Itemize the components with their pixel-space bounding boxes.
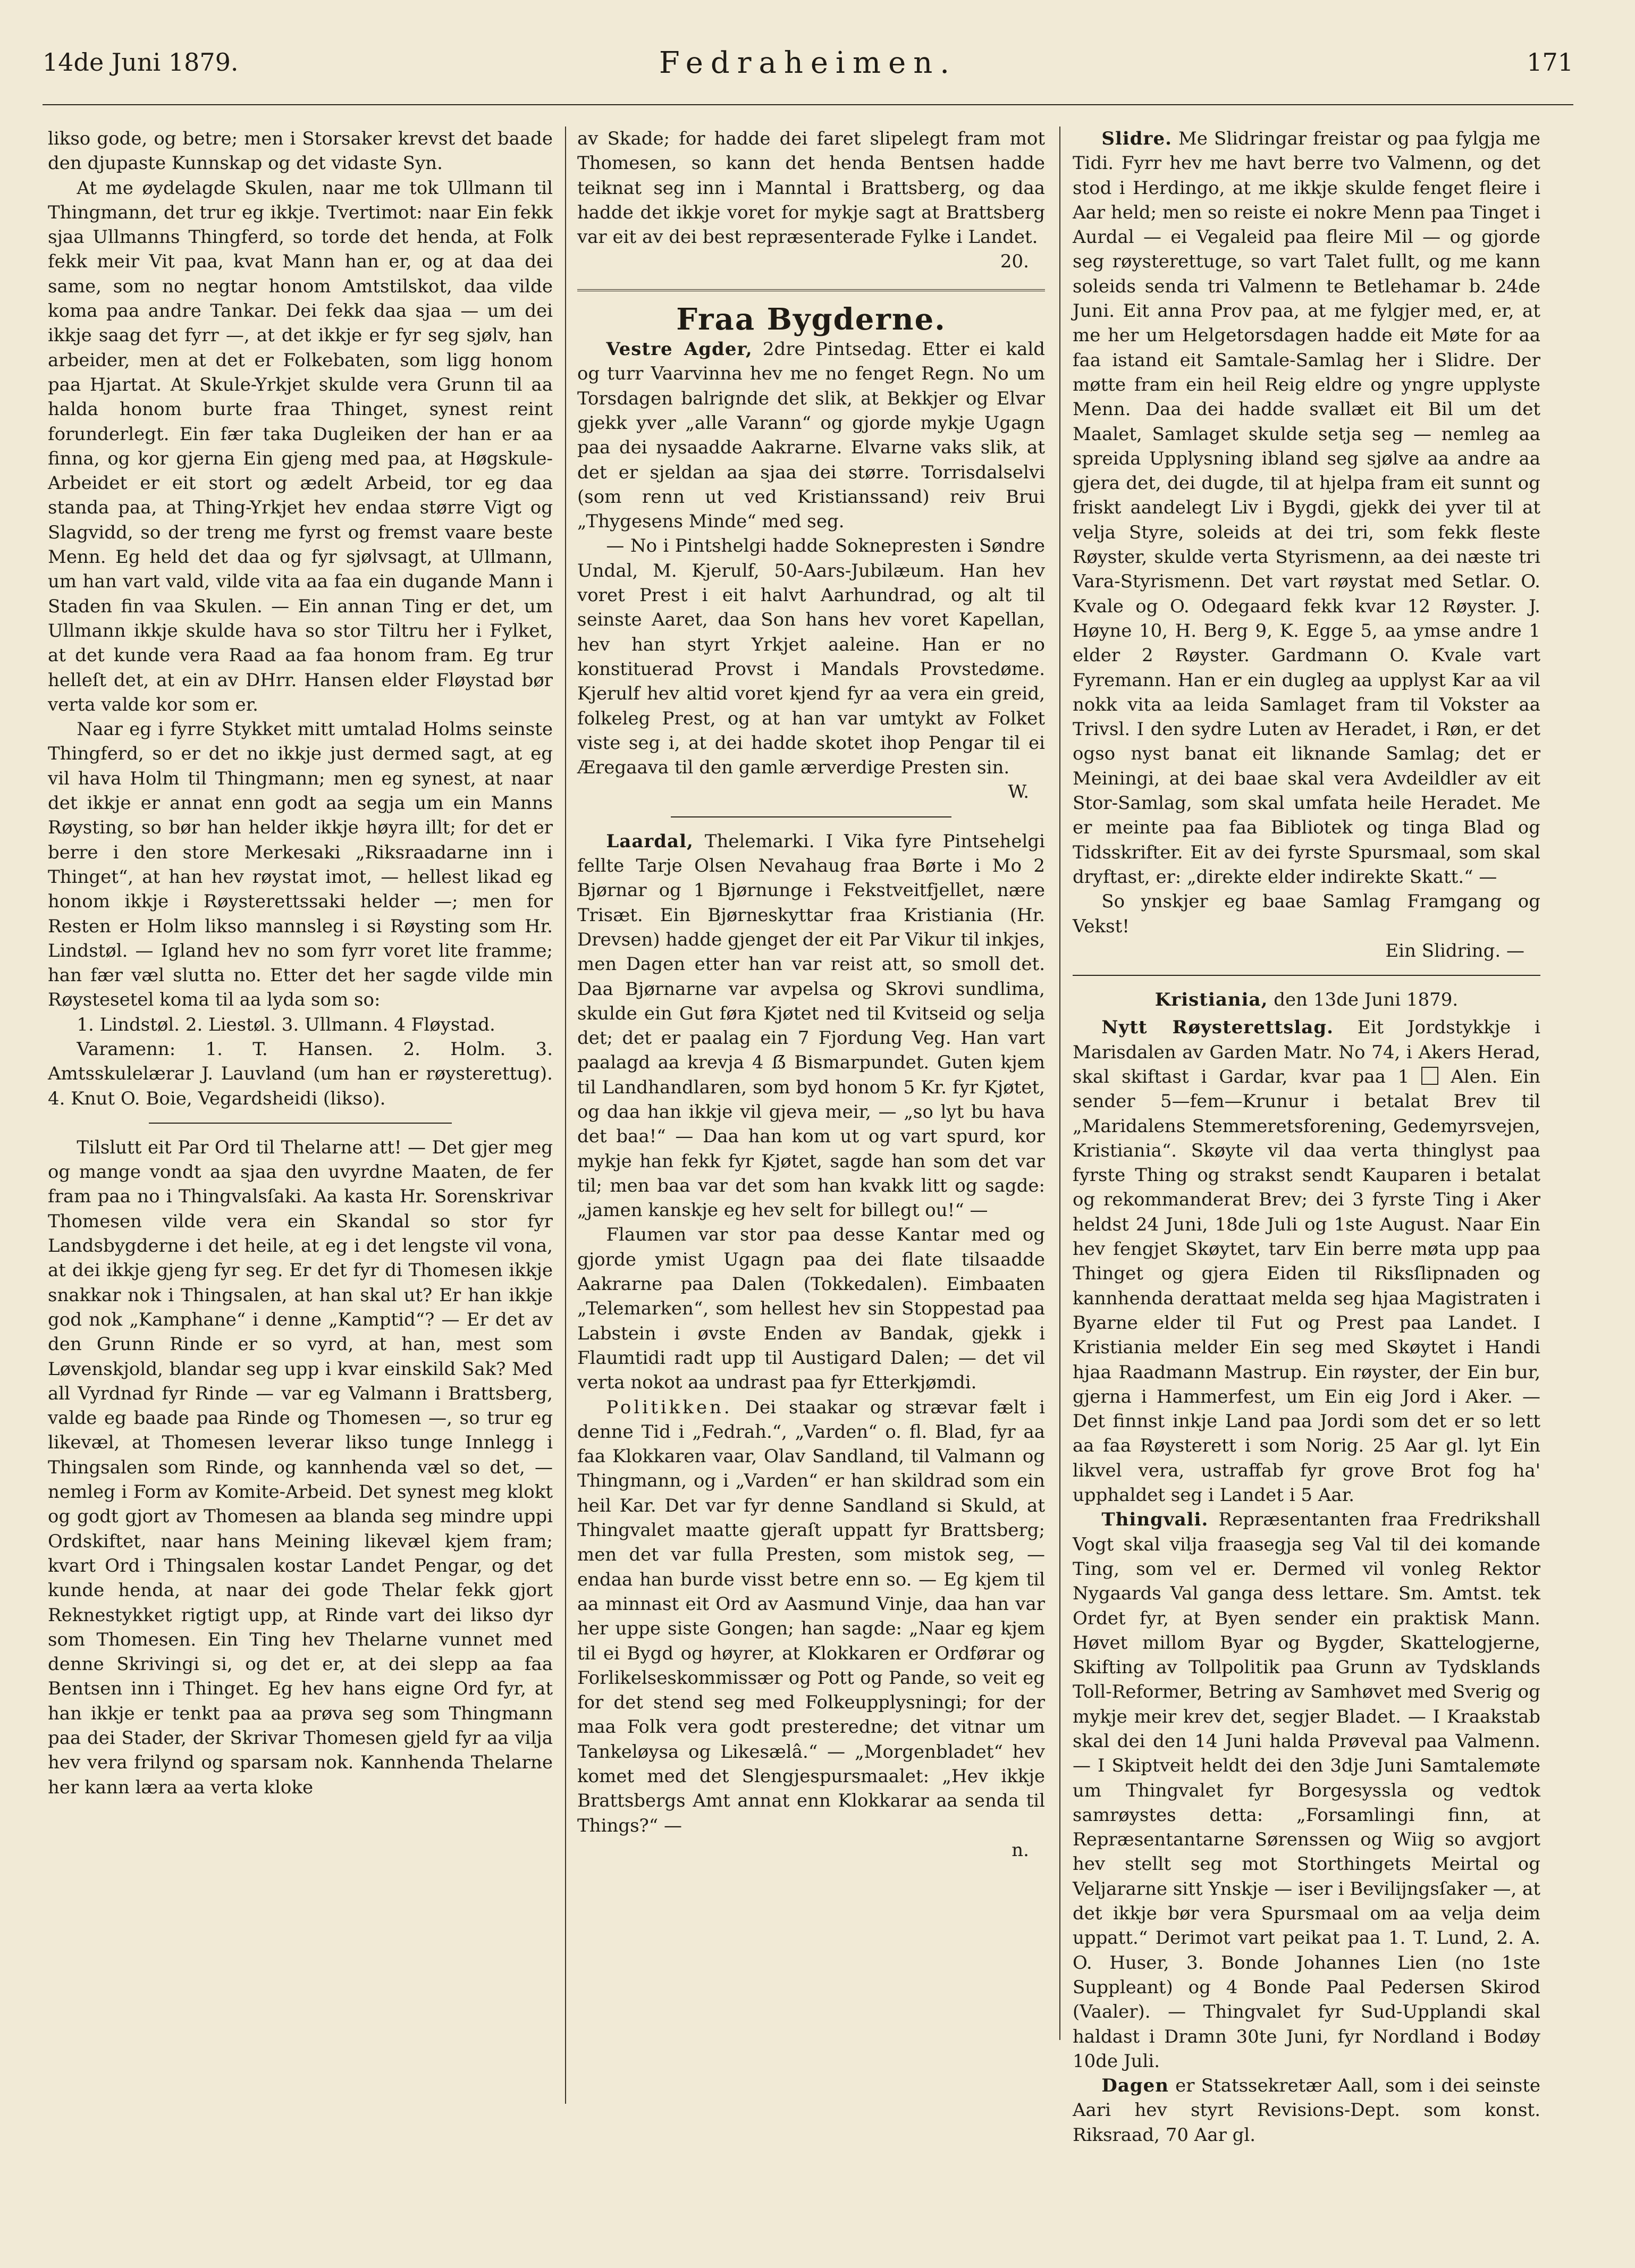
- place-name: Dagen: [1101, 2075, 1169, 2097]
- news-item: — No i Pintshelgi hadde Soknepresten i Søndre Undal, M. Kjerulf, 50-Aars-Jubilæum. Han hev voret Prest i eit halvt Aarhundrad, og alt til seinste Aaret, daa Son hans hev voret Kapellan, hev han styrt Yrkjet aaleine. Han er no konstituerad Provst i Mandals Provstedøme. Kjerulf hev altid voret kjend fyr aa vera ein greid, folkeleg Prest, og at han var umtykt av Folket viste seg i, at dei hadde skotet ihop Pengar til ei Æregaava til den gamle ærverdige Presten sin.: [577, 535, 1045, 779]
- place-name: Slidre.: [1101, 128, 1172, 149]
- issue-date: 14de Juni 1879.: [43, 48, 239, 77]
- place-name: Nytt Røysterettslag.: [1101, 1017, 1334, 1039]
- article-paragraph: Naar eg i fyrre Stykket mitt umtalad Holms seinste Thingferd, so er det no ikkje just dermed sagt, at eg vil hava Holm til Thingmann; men eg synest, at naar det ikkje er annat enn godt aa segja um ein Manns Røysting, so bør han helder ikkje høyra illt; for det er berre i den store Merkesaki „Riksraadarne inn i Thinget“, at han hev røystat imot, — hellest likad eg honom ikkje i Røysterettssaki helder —; men for Resten er Holm likso mannsleg i si Røysting som Hr. Lindstøl. — Igland hev no som fyrr voret lite framme; han fær væl slutta no. Etter det her sagde vilde min Røystesetel koma til aa lyda som so:: [48, 719, 553, 1011]
- article-divider: [671, 816, 951, 817]
- dateline: [1073, 988, 1540, 1012]
- news-item: Politikken. Dei staakar og strævar fælt i denne Tid i „Fedrah.“, „Varden“ o. fl. Blad, fyr aa faa Klokkaren vaar, Olav Sandland, til Valmann og Thingmann, og i „Varden“ er han skildrad som ein heil Kar. Det var fyr denne Sandland si Skuld, at Thingvalet maatte gjeraſt uppatt fyr Brattsberg; men det var fulla Presten, som mistok seg, — endaa han burde visst betre enn so. — Eg kjem til aa minnast eit Ord av Aasmund Vinje, daa han var her uppe siste Gongen; han sagde: „Naar eg kjem til ei Bygd og høyrer, at Klokkaren er Ordførar og Forlikelseskommissær og Pott og Pande, so veit eg for det stend seg med Folkeupplysningi; for der maa Folk vera godt presteredne; det vitnar um Tankeløysa og Likesælâ.“ — „Morgenbladet“ hev komet med det Slengjespursmaalet: „Hev ikkje Brattsbergs Amt annat enn Klokkarar aa senda til Things?“ —: [577, 1396, 1045, 1836]
- section-divider: [1073, 975, 1540, 976]
- page-header: [43, 44, 1573, 80]
- place-name: Vestre Agder,: [606, 339, 753, 360]
- news-item: So ynskjer eg baae Samlag Framgang og Vekst!: [1073, 891, 1540, 937]
- news-item: Slidre. Me Slidringar freistar og paa fylgja me Tidi. Fyrr hev me havt berre tvo Valmenn, og det stod i Herdingo, at me ikkje skulde fenget fleire i Aar held; men so reiste ei nokre Menn paa Tinget i Aurdal — ei Vegaleid paa fleire Mil — og gjorde seg røysterettuge, so vart Talet fullt, og me kann soleids senda tri Valmenn te Betlehamar b. 24de Juni. Eit anna Prov paa, at me fylgjer med, er, at me her um Helgetorsdagen hadde eit Møte for aa faa istand eit Samtale-Samlag her i Slidre. Der møtte fram ein heil Reig eldre og yngre upplyste Menn. Daa dei hadde svallæt eit Bil um det Maalet, Samlaget skulde setja seg — nemleg aa spreida Upplysning ibland seg sjølve aa andre aa gjera det, dei dugde, til at hjelpa fram eit sunnt og friskt aandelegt Liv i Bygdi, gjekk dei yver til at velja Styre, soleids at dei tri, som fekk fleste Røyster, skulde verta Styrismenn, aa dei næste tri Vara-Styrismenn. Det vart røystat med Setlar. O. Kvale og O. Odegaard fekk kvar 12 Røyster. J. Høyne 10, H. Berg 9, K. Egge 5, aa ymse andre 1 elder 2 Røyster. Gardmann O. Kvale vart Fyremann. Han er ein dugleg aa upplyst Kar aa vil nokk vita aa leida Samlaget fram til Vokster aa Trivsl. I den sydre Luten av Heradet, i Røn, er det ogso nyst banat eit liknande Samlag; det er Meiningi, at dei baae skal vera Avdeildler av eit Stor-Samlag, som skal umfata heile Heradet. Me er meinte paa faa Bibliotek og tinga Blad og Tidsskrifter. Eit av dei fyrste Spursmaal, som skal dryftast, er: „direkte elder indirekte Skatt.“ —: [1073, 128, 1540, 888]
- column-3: [1073, 127, 1540, 2147]
- keyword: Politikken.: [606, 1396, 732, 1418]
- dateline-date: den 13de Juni 1879.: [1268, 989, 1459, 1011]
- section-divider: [577, 289, 1045, 292]
- news-item: Vestre Agder, 2dre Pintsedag. Etter ei kald og turr Vaarvinna hev me no fenget Regn. No um Torsdagen balrignde det slik, at Bekkjer og Elvar gjekk yver „alle Varann“ og gjorde mykje Ugagn paa dei nysaadde Aakrarne. Elvarne vaks slik, at det er sjeldan aa sjaa dei større. Torrisdalselvi (som renn ut ved Kristianssand) reiv Brui „Thygesens Minde“ med seg.: [577, 339, 1045, 533]
- column-2: [577, 127, 1045, 1862]
- ballot-alternates: Varamenn: 1. T. Hansen. 2. Holm. 3. Amtsskulelærar J. Lauvland (um han er røysterettug). 4. Knut O. Boie, Vegardsheidi (likso).: [48, 1038, 553, 1109]
- page-number: 171: [1527, 48, 1573, 77]
- ballot-list: [48, 1013, 553, 1111]
- article-paragraph: Tilslutt eit Par Ord til Thelarne att! — Det gjer meg og mange vondt aa sjaa den uvyrdne Maaten, de fer fram paa no i Thingvalsſaki. Aa kasta Hr. Sorenskrivar Thomesen vilde vera ein Skandal so stor fyr Landsbygderne i det heile, at eg i det lengste vil vona, at dei ikkje gjeng fyr seg. Er det fyr di Thomesen ikkje snakkar nok i Thingsalen, at han skal ut? Er han ikkje god nok „Kamphane“ i denne „Kamptid“? — Er det av den Grunn Rinde er so vyrd, at han, mest som Løvenskjold, blandar seg upp i kvar einskild Sak? Med all Vyrdnad fyr Rinde — var eg Valmann i Brattsberg, valde eg baade paa Rinde og Thomesen —, so trur eg likevæl, at Thomesen leverar likso tunge Innlegg i Thingsalen som Rinde, og kannhenda væl so det, — nemleg i Form av Komite-Arbeid. Det synest meg klokt og godt gjort av Thomesen aa blanda seg mindre uppi Ordskiftet, naar hans Meining likevæl kjem fram; kvart Ord i Thingsalen kostar Landet Pengar, og det kunde henda, at naar dei gode Thelar fekk gjort Reknestykket rigtigt upp, at Rinde vart dei likso dyr som Thomesen. Ein Ting hev Thelarne vunnet med denne Skrivingi si, og det er, at dei slepp aa faa Bentsen inn i Thinget. Eg hev hans eigne Ord fyr, at han ikkje er tenkt paa aa prøva seg som Thingmann paa dei Stader, der Skrivar Thomesen gjeld fyr aa vilja hev vera frilynd og sparsam nok. Kannhenda Thelarne her kann læra aa verta kloke: [48, 1136, 553, 1798]
- ballot-candidates: 1. Lindstøl. 2. Liestøl. 3. Ullmann. 4 Fløystad.: [77, 1014, 495, 1035]
- dateline-place: Kristiania,: [1154, 989, 1268, 1011]
- article-signature: Ein Slidring. —: [1385, 940, 1524, 962]
- masthead-title: Fedraheimen.: [659, 46, 957, 80]
- news-item: Nytt Røysterettslag. Eit Jordstykkje i Marisdalen av Garden Matr. No 74, i Akers Herad, skal skiftast i Gardar, kvar paa 1 Alen. Ein sender 5—fem—Krunur i betalat Brev til „Maridalens Stemmeretsforening, Gedemyrsvejen, Kristiania“. Skøyte vil daa verta thinglyst paa fyrste Thing og strakst sendt Kauparen i betalat og rekommanderat Brev; dei 3 fyrste Ting i Aker heldst 24 Juni, 18de Juli og 1ste August. Naar Ein hev fengjet Skøytet, tarv Ein berre møta upp paa Thinget og gjera Eiden til Riksſlipnaden og kannhenda derattaat melda seg hjaa Magistraten i Byarne elder til Fut og Prest paa Landet. I Kristiania melder Ein seg med Skøytet i Handi hjaa Raadmann Mastrup. Ein røyster, der Ein bur, gjerna i Hammerfest, um Ein eig Jord i Aker. — Det finnst inkje Land paa Jordi som det er so lett aa faa Røysterett i som Norig. 25 Aar gl. lyt Ein likvel vera, ustraffab fyr grove Brot fog ha' upphaldet seg i Landet i 5 Aar.: [1073, 1017, 1540, 1506]
- news-item: Flaumen var stor paa desse Kantar med og gjorde ymist Ugagn paa dei flate tilsaadde Aakrarne paa Dalen (Tokkedalen). Eimbaaten „Telemarken“, som hellest hev sin Stoppestad paa Labstein i øvste Enden av Bandak, gjekk i Flaumtidi radt upp til Austigard Dalen; — det vil verta nokot aa undrast paa fyr Etterkjømdi.: [577, 1224, 1045, 1394]
- column-divider: [1059, 127, 1060, 2040]
- article-signature: W.: [1008, 781, 1029, 803]
- article-divider: [149, 1123, 452, 1124]
- article-paragraph: av Skade; for hadde dei faret slipelegt fram mot Thomesen, so kann det henda Bentsen hadde teiknat seg inn i Manntal i Brattsberg, og daa hadde det ikkje voret for mykje sagt at Brattsberg var eit av dei best repræsenterade Fylke i Landet.: [577, 128, 1045, 248]
- article-signature: 20.: [1000, 251, 1029, 273]
- column-1: [48, 127, 553, 1800]
- article-paragraph: At me øydelagde Skulen, naar me tok Ullmann til Thingmann, det trur eg ikkje. Tvertimot: naar Ein fekk sjaa Ullmanns Thingferd, so torde det henda, at Folk fekk meir Vit paa, kvat Mann han er, og at daa dei same, som no negtar honom Amtstilskot, daa vilde koma paa andre Tankar. Dei fekk daa sjaa — um dei ikkje saag det fyrr —, at det ikkje er fyr seg sjølv, han arbeider, men at det er Folkebaten, som ligg honom paa Hjartat. At Skule-Yrkjet skulde vera Grunn til aa halda honom burte fraa Thinget, synest reint forunderlegt. Ein fær taka Dugleiken der han er aa finna, og kor gjerna Ein gjeng med paa, at Høgskule-Arbeidet er eit stort og ædelt Arbeid, tor eg daa standa paa, at Thing-Yrkjet hev endaa større Vigt og Slagvidd, so der treng me fyrst og fremst vaare beste Menn. Eg held det daa og fyr sjølvsagt, at Ullmann, um han vart vald, vilde vita aa faa ein dugande Mann i Staden fin vaa Skulen. — Ein annan Ting er det, um Ullmann ikkje skulde hava so stor Tiltru her i Fylket, at det kunde vera Raad aa faa honom fram. Eg trur helleſt det, at ein av DHrr. Hansen elder Fløystad bør verta valde kor som er.: [48, 177, 553, 715]
- column-divider: [565, 127, 566, 2104]
- news-item: Laardal, Thelemarki. I Vika fyre Pintsehelgi fellte Tarje Olsen Nevahaug fraa Børte i Mo 2 Bjørnar og 1 Bjørnunge i Fekstveitfjellet, nære Trisæt. Ein Bjørneskyttar fraa Kristiania (Hr. Drevsen) hadde gjenget der eit Par Vikur til inkjes, men Dagen etter han var reist att, so smoll det. Daa Bjørnarne var avpelsa og Skrovi sundlima, skulde ein Gut føra Kjøtet ned til Kvitseid og selja det; det er paalag ein 7 Fjordung Veg. Han vart paalagd aa krevja 4 ẞ Bismarpundet. Guten kjem til Landhandlaren, som byd honom 5 Kr. fyr Kjøtet, og daa han ikkje vil gjeva meir, — „so lyt bu hava det baa!“ — Daa han kom ut og vart spurd, kor mykje han fekk fyr Kjøtet, sagde han som det var til; men baa var det som han kvakk litt og sagde: „jamen kanskje eg hev selt for billegt ou!“ —: [577, 830, 1045, 1221]
- section-heading: Fraa Bygderne.: [676, 301, 946, 337]
- article-paragraph: likso gode, og betre; men i Storsaker krevst det baade den djupaste Kunnskap og det vidaste Syn.: [48, 128, 553, 174]
- news-item: Thingvali. Repræsentanten fraa Fredrikshall Vogt skal vilja fraasegja seg Val til dei komande Ting, som vel er. Dermed vil vonleg Rektor Nygaards Val ganga dess lettare. Sm. Amtst. tek Ordet fyr, at Byen sender ein praktisk Mann. Høvet millom Byar og Bygder, Skattelogjerne, Skifting av Tollpolitik paa Grunn av Tydsklands Toll-Reformer, Betring av Samhøvet med Sverig og mykje meir krev det, segjer Bladet. — I Kraakstab skal dei den 14 Juni halda Prøveval paa Valmenn. — I Skiptveit heldt dei den 3dje Juni Samtalemøte um Thingvalet fyr Borgesyssla og vedtok samrøystes detta: „Forsamlingi finn, at Repræsentantarne Sørenssen og Wiig so avgjort hev stellt seg mot Storthingets Meirtal og Veljararne sitt Ynskje — iser i Bevilijngsſaker —, at det ikkje bør vera Spursmaal om aa velja deim uppatt.“ Derimot vart peikat paa 1. T. Lund, 2. A. O. Huser, 3. Bonde Johannes Lien (no 1ste Suppleant) og 4 Bonde Paal Pedersen Skirod (Vaaler). — Thingvalet fyr Sud-Upplandi skal haldast i Dramn 30te Juni, fyr Nordland i Bodøy 10de Juli.: [1073, 1509, 1540, 2072]
- place-name: Laardal,: [606, 830, 694, 852]
- place-name: Thingvali.: [1101, 1509, 1209, 1531]
- article-signature: n.: [1012, 1839, 1029, 1861]
- header-rule: [43, 104, 1573, 105]
- news-item: Dagen er Statssekretær Aall, som i dei seinste Aari hev styrt Revisions-Dept. som konst. Riksraad, 70 Aar gl.: [1073, 2075, 1540, 2146]
- square-symbol-icon: [1421, 1067, 1438, 1085]
